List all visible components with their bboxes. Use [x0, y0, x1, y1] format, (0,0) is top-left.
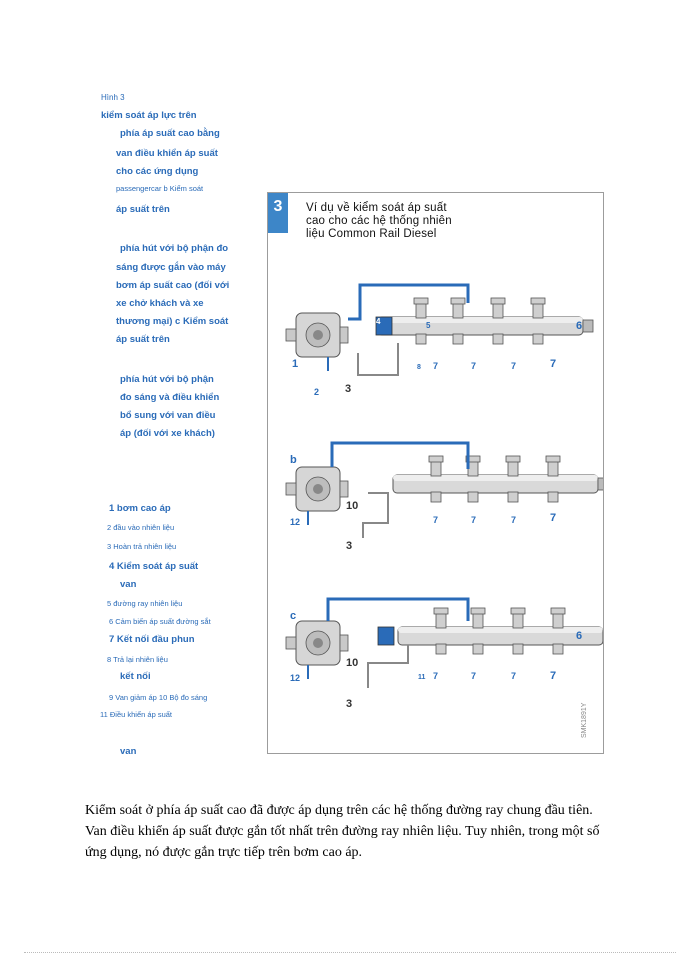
callout-number: 10 [346, 657, 359, 669]
caption-line: phía áp suất cao bằng [120, 128, 220, 139]
legend-item: 11 Điều khiển áp suất [100, 710, 172, 719]
callout-number: 1 [292, 358, 299, 370]
callout-number: 3 [346, 540, 353, 552]
caption-line: van điều khiển áp suất [116, 148, 218, 159]
body-paragraph: Kiểm soát ở phía áp suất cao đã được áp dụng trên các hệ thống đường ray chung đầu tiên. Van điều khiển áp suất được gắn tốt nhất trên đường ray nhiên liệu. Tuy nhiên, trong một số ứng dụng, nó được gắn trực tiếp trên bơm cao áp. [85, 803, 600, 860]
callout-number: 12 [290, 517, 301, 527]
legend-item: 8 Trả lại nhiên liệu [107, 655, 168, 664]
system-a-diagram [286, 285, 593, 375]
callout-number: 3 [346, 698, 353, 710]
callout-number: 7 [511, 515, 517, 525]
callout-number: b [290, 454, 297, 466]
caption-line: xe chở khách và xe [116, 298, 204, 309]
figure-code: SMK1891Y [581, 702, 588, 738]
callout-number: 7 [471, 515, 477, 525]
caption-line: phía hút với bộ phận [120, 374, 214, 385]
caption-line: phía hút với bộ phận đo [120, 243, 229, 254]
caption-line: bơm áp suất cao (đối với [116, 280, 230, 291]
legend-item: 5 đường ray nhiên liệu [107, 599, 183, 608]
figure-title-line: liệu Common Rail Diesel [306, 228, 437, 240]
legend-item: van [120, 579, 137, 590]
caption-line: kiểm soát áp lực trên [101, 110, 197, 121]
callout-number: 7 [511, 361, 517, 371]
legend-item: 6 Cảm biến áp suất đường sắt [109, 617, 211, 626]
callout-number: 7 [433, 361, 439, 371]
callout-number: 7 [471, 361, 477, 371]
caption-line: đo sáng và điều khiển [120, 392, 220, 403]
callout-number: 7 [433, 671, 439, 681]
figure-number: 3 [268, 193, 288, 233]
callout-number: 8 [417, 364, 421, 371]
caption-line: bổ sung với van điều [120, 410, 216, 421]
callout-number: 11 [418, 674, 426, 681]
figure-label: Hình 3 [101, 93, 125, 102]
callout-number: 10 [346, 500, 359, 512]
callout-number: 6 [576, 320, 583, 332]
legend-item: 2 đầu vào nhiên liệu [107, 523, 175, 532]
legend-item: kết nối [120, 671, 151, 682]
figure-title-line: Ví dụ về kiểm soát áp suất [306, 202, 447, 214]
page-bottom-rule [24, 952, 676, 953]
legend-item: 3 Hoàn trả nhiên liệu [107, 542, 177, 551]
caption-line: sáng được gắn vào máy [116, 262, 226, 273]
callout-number: 7 [550, 512, 557, 524]
callout-number: 7 [550, 358, 557, 370]
callout-number: 7 [471, 671, 477, 681]
caption-line: cho các ứng dụng [116, 166, 199, 177]
legend-item: van [120, 746, 137, 757]
callout-number: 4 [376, 317, 381, 326]
callout-number: 5 [426, 321, 431, 330]
callout-number: 3 [345, 383, 352, 395]
legend-item: 7 Kết nối đầu phun [109, 634, 195, 645]
legend-item: 1 bơm cao áp [109, 503, 171, 514]
legend-item: 4 Kiểm soát áp suất [109, 561, 199, 572]
caption-line: thương mại) c Kiểm soát [116, 316, 229, 327]
legend-item: 9 Van giảm áp 10 Bộ đo sáng [109, 693, 208, 702]
caption-line: áp suất trên [116, 334, 170, 345]
figure-frame [267, 192, 604, 754]
callout-number: 7 [550, 670, 557, 682]
caption-line: passengercar b Kiểm soát [116, 184, 204, 193]
callout-number: 7 [511, 671, 517, 681]
common-rail-diagram [268, 193, 603, 753]
callout-number: 2 [314, 387, 320, 397]
caption-line: áp (đối với xe khách) [120, 428, 215, 439]
caption-line: áp suất trên [116, 204, 170, 215]
callout-number: c [290, 610, 297, 622]
callout-number: 6 [576, 630, 583, 642]
callout-number: 7 [433, 515, 439, 525]
figure-title-line: cao cho các hệ thống nhiên [306, 215, 452, 227]
callout-number: 12 [290, 673, 301, 683]
